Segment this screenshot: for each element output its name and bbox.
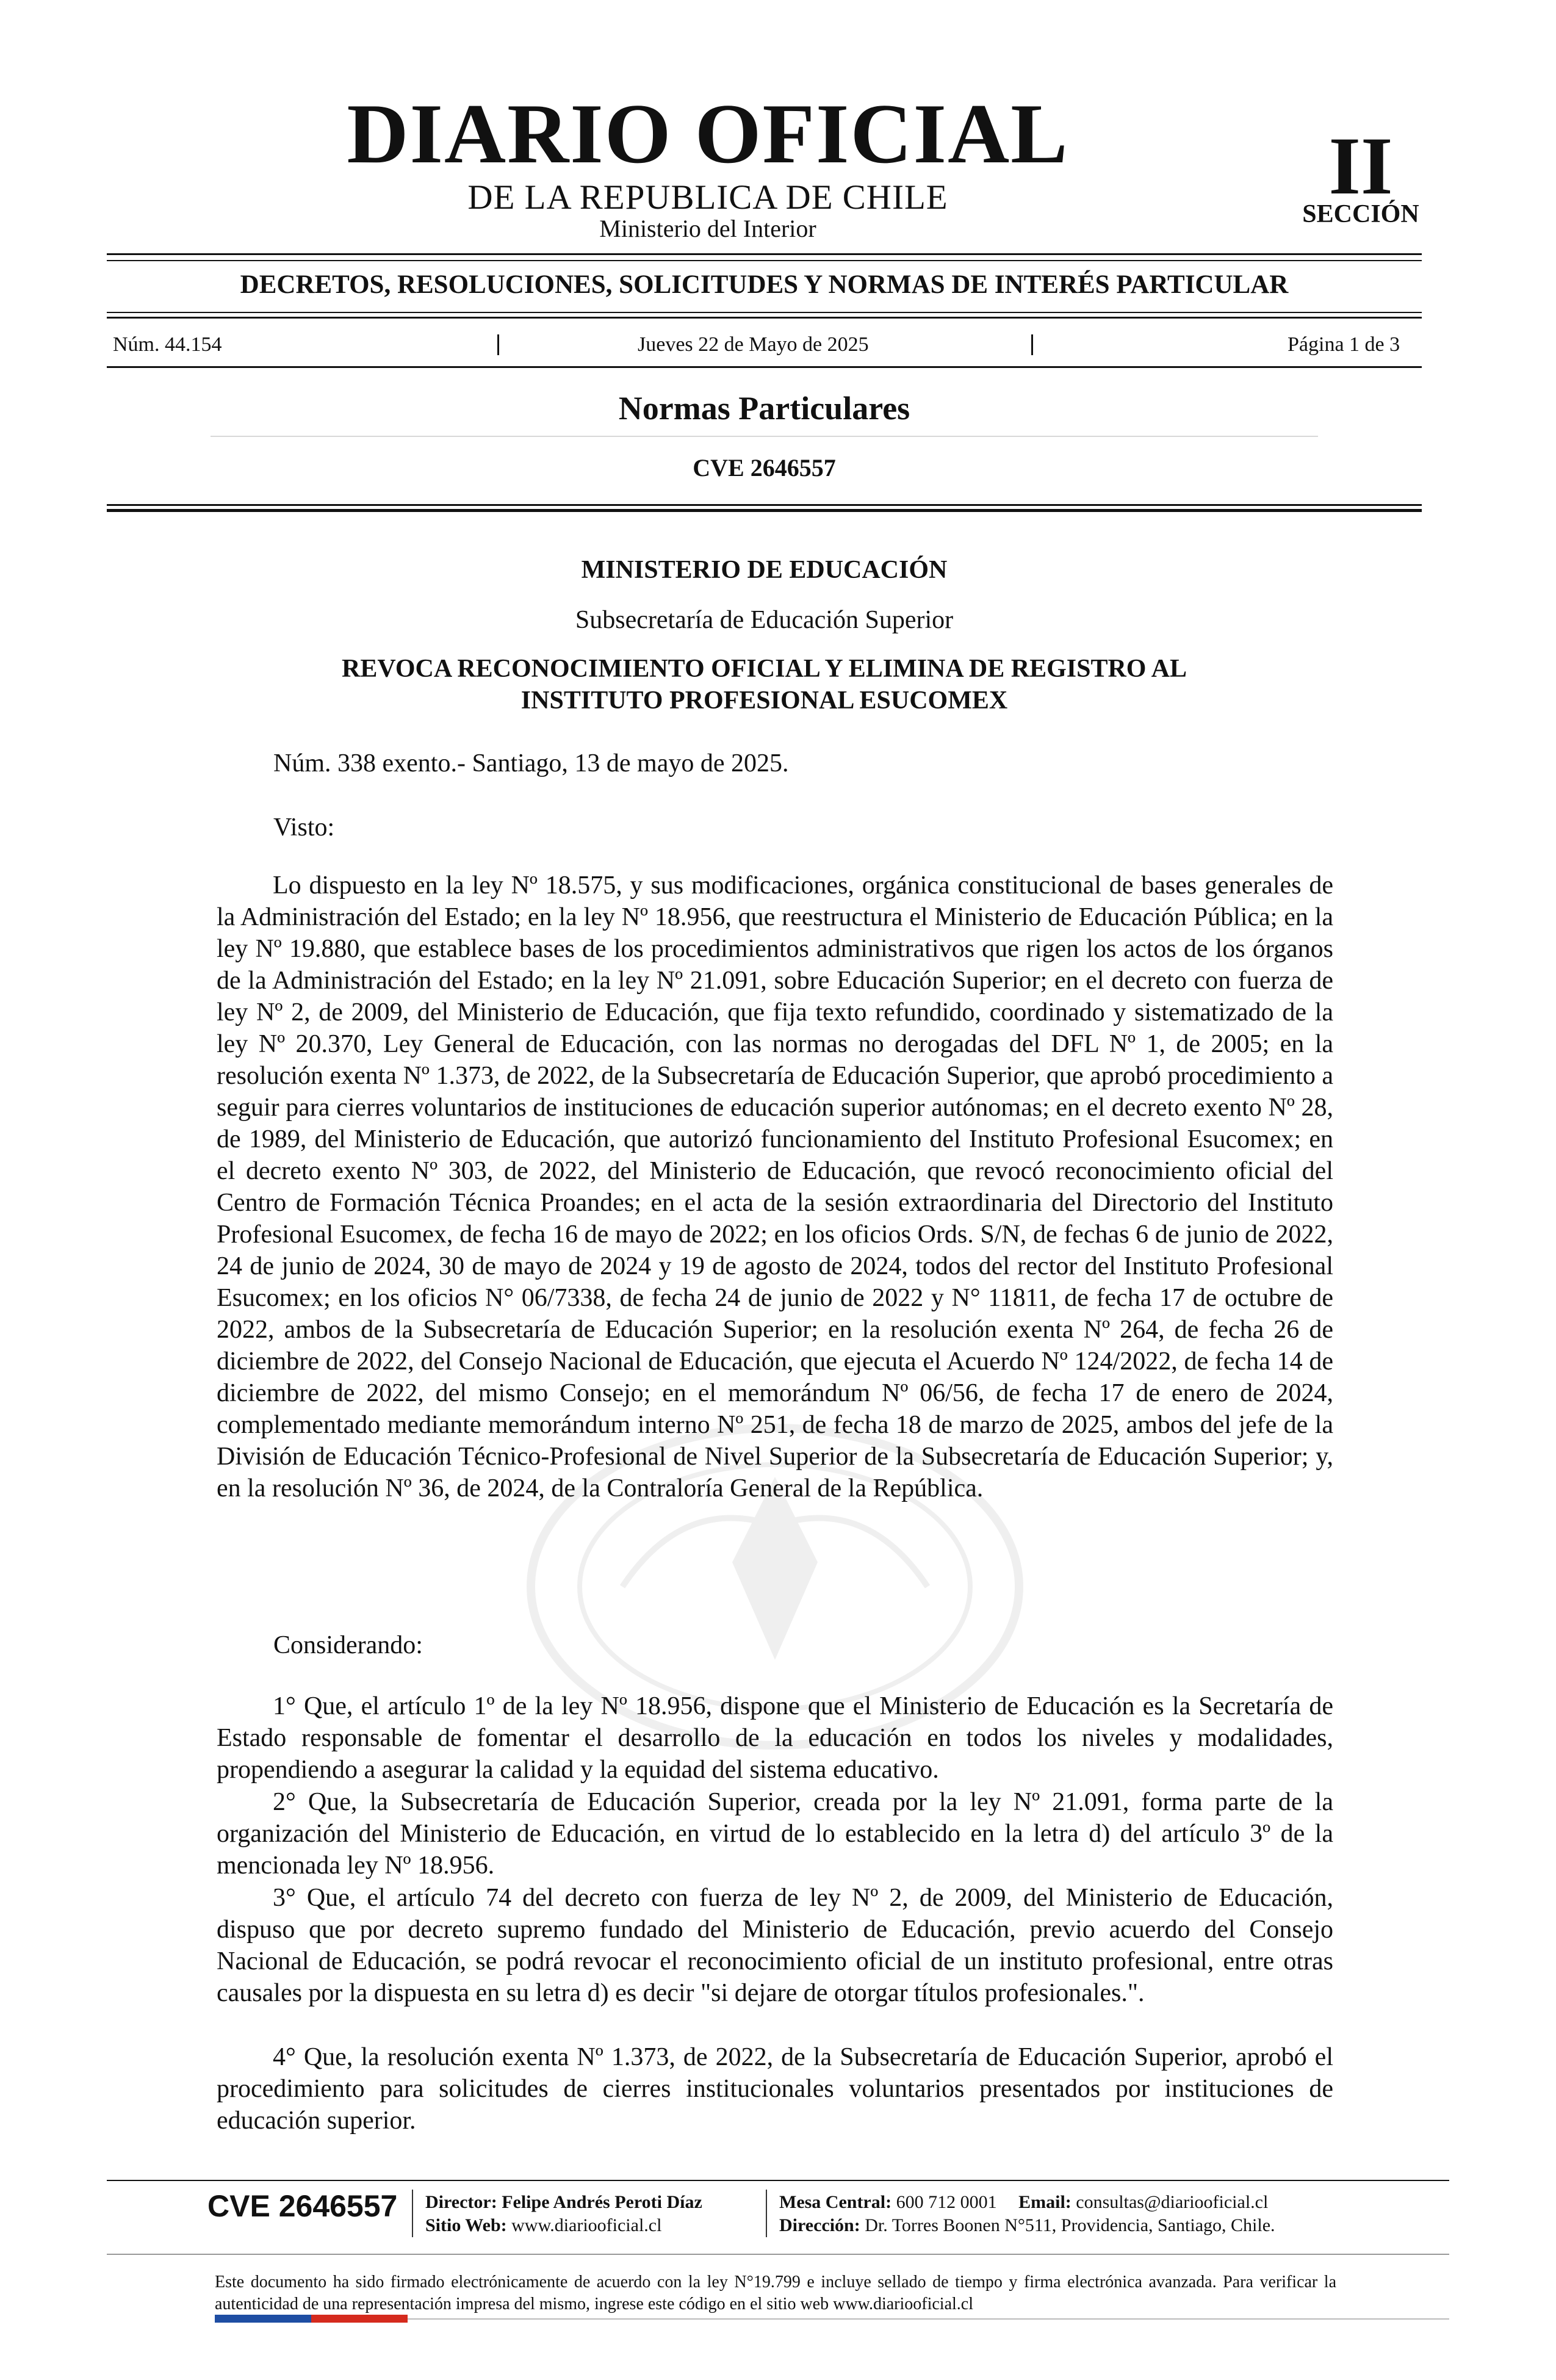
footer-divider bbox=[412, 2190, 413, 2237]
footer-address bbox=[779, 2214, 1275, 2237]
page-indicator: Página 1 de 3 bbox=[1288, 333, 1400, 356]
document-title-line1: REVOCA RECONOCIMIENTO OFICIAL Y ELIMINA DE REGISTRO AL bbox=[341, 655, 1187, 683]
considerando-3: 3° Que, el artículo 74 del decreto con fuerza de ley Nº 2, de 2009, del Ministerio de Educación, dispuso que por decreto supremo fundado del Ministerio de Educación, previo acuerdo del Consejo Nacional de Educación, se podrá revocar el reconocimiento oficial de un instituto profesional, entre otras causales por la dispuesta en su letra d) es decir "si dejare de otorgar títulos profesionales.". bbox=[217, 1884, 1333, 2007]
masthead-rule-top-thin bbox=[107, 260, 1422, 261]
footer-rule bbox=[107, 2180, 1449, 2181]
phone-value: 600 712 0001 bbox=[896, 2192, 997, 2212]
section-label: SECCIÓN bbox=[1302, 200, 1419, 228]
section-number: II bbox=[1328, 121, 1393, 212]
newspaper-subtitle: DE LA REPUBLICA DE CHILE bbox=[467, 178, 948, 217]
section-title: Normas Particulares bbox=[618, 390, 910, 427]
issue-number: Núm. 44.154 bbox=[113, 333, 222, 356]
info-separator bbox=[497, 334, 499, 355]
section-banner: DECRETOS, RESOLUCIONES, SOLICITUDES Y NORMAS DE INTERÉS PARTICULAR bbox=[240, 270, 1289, 299]
banner-rule-thin bbox=[107, 312, 1422, 313]
website-link[interactable]: www.diariooficial.cl bbox=[511, 2215, 662, 2235]
director-label: Director: bbox=[425, 2192, 497, 2212]
ministry-heading: MINISTERIO DE EDUCACIÓN bbox=[581, 556, 948, 584]
newspaper-title: DIARIO OFICIAL bbox=[347, 87, 1069, 181]
footer-website bbox=[425, 2214, 661, 2237]
footer-contact bbox=[779, 2191, 1268, 2214]
banner-rule bbox=[107, 317, 1422, 319]
subsecretaria-heading: Subsecretaría de Educación Superior bbox=[575, 606, 954, 634]
director-name: Felipe Andrés Peroti Díaz bbox=[502, 2192, 702, 2212]
considerando-2: 2° Que, la Subsecretaría de Educación Superior, creada por la ley Nº 21.091, forma parte de la organización del Ministerio de Educación, en virtud de lo establecido en la letra d) del artículo 3º de la mencionada ley Nº 18.956. bbox=[217, 1788, 1333, 1880]
visto-label: Visto: bbox=[273, 813, 335, 842]
email-label: Email: bbox=[1018, 2192, 1072, 2212]
section-divider bbox=[211, 436, 1318, 437]
address-label: Dirección: bbox=[779, 2215, 860, 2235]
document-title-line2: INSTITUTO PROFESIONAL ESUCOMEX bbox=[520, 687, 1008, 715]
footer-rule-thin bbox=[107, 2254, 1449, 2255]
header-rule-thick bbox=[107, 509, 1422, 512]
header-rule bbox=[107, 504, 1422, 506]
address-value: Dr. Torres Boonen N°511, Providencia, Santiago, Chile. bbox=[865, 2215, 1275, 2235]
email-link[interactable]: consultas@diariooficial.cl bbox=[1076, 2192, 1269, 2212]
considerando-label: Considerando: bbox=[273, 1631, 423, 1659]
ministry-label: Ministerio del Interior bbox=[599, 215, 816, 242]
footer-cve-code: CVE 2646557 bbox=[207, 2189, 398, 2223]
info-rule bbox=[107, 366, 1422, 368]
website-label: Sitio Web: bbox=[425, 2215, 507, 2235]
cve-code: CVE 2646557 bbox=[693, 454, 836, 481]
considerando-4: 4° Que, la resolución exenta Nº 1.373, de 2022, de la Subsecretaría de Educación Superior, aprobó el procedimiento para solicitudes de cierres institucionales voluntarios presentados por instituciones de educación superior. bbox=[217, 2043, 1333, 2135]
issue-date: Jueves 22 de Mayo de 2025 bbox=[638, 333, 869, 356]
signature-note: Este documento ha sido firmado electrónicamente de acuerdo con la ley N°19.799 e incluye sellado de tiempo y firma electrónica avanzada. Para verificar la autenticidad de una representación impresa del mismo, ingrese este código en el sitio web www.diariooficial.cl bbox=[215, 2273, 1336, 2313]
visto-paragraph: Lo dispuesto en la ley Nº 18.575, y sus modificaciones, orgánica constitucional de bases generales de la Administración del Estado; en la ley Nº 18.956, que reestructura el Ministerio de Educación Pública; en la ley Nº 19.880, que establece bases de los procedimientos administrativos que rigen los actos de los órganos de la Administración del Estado; en la ley Nº 21.091, sobre Educación Superior; en el decreto con fuerza de ley Nº 2, de 2009, del Ministerio de Educación, que fija texto refundido, coordinado y sistematizado de la ley Nº 20.370, Ley General de Educación, con las normas no derogadas del DFL Nº 1, de 2005; en la resolución exenta Nº 1.373, de 2022, de la Subsecretaría de Educación Superior, que aprobó procedimiento a seguir para cierres voluntarios de instituciones de educación superior autónomas; en el decreto exento Nº 28, de 1989, del Ministerio de Educación, que autorizó funcionamiento del Instituto Profesional Esucomex; en el decreto exento Nº 303, de 2022, del Ministerio de Educación, que revocó reconocimiento oficial del Centro de Formación Técnica Proandes; en el acta de la sesión extraordinaria del Directorio del Instituto Profesional Esucomex, de fecha 16 de mayo de 2022; en los oficios Ords. S/N, de fechas 6 de junio de 2022, 24 de junio de 2024, 30 de mayo de 2024 y 19 de agosto de 2024, todos del rector del Instituto Profesional Esucomex; en los oficios N° 06/7338, de fecha 24 de junio de 2022 y N° 11811, de fecha 17 de octubre de 2022, ambos de la Subsecretaría de Educación Superior; en la resolución exenta Nº 264, de fecha 26 de diciembre de 2022, del Consejo Nacional de Educación, que ejecuta el Acuerdo Nº 124/2022, de fecha 14 de diciembre de 2022, del mismo Consejo; en el memorándum Nº 06/56, de fecha 17 de enero de 2024, complementado mediante memorándum interno Nº 251, de fecha 18 de marzo de 2025, ambos del jefe de la División de Educación Técnico-Profesional de Nivel Superior de la Subsecretaría de Educación Superior; y, en la resolución Nº 36, de 2024, de la Contraloría General de la República. bbox=[217, 871, 1333, 1502]
flag-stripe-red bbox=[311, 2315, 408, 2323]
footer-bottom-rule bbox=[408, 2318, 1449, 2320]
flag-stripe-blue bbox=[215, 2315, 311, 2323]
footer-director bbox=[425, 2191, 702, 2214]
info-separator bbox=[1031, 334, 1033, 355]
considerando-1: 1° Que, el artículo 1º de la ley Nº 18.956, dispone que el Ministerio de Educación es la Secretaría de Estado responsable de fomentar el desarrollo de la educación en todos los niveles y modalidades, propendiendo a asegurar la calidad y la equidad del sistema educativo. bbox=[217, 1692, 1333, 1784]
phone-label: Mesa Central: bbox=[779, 2192, 892, 2212]
footer-divider bbox=[766, 2190, 767, 2237]
masthead-rule-top bbox=[107, 253, 1422, 255]
decree-number-line: Núm. 338 exento.- Santiago, 13 de mayo de 2025. bbox=[273, 749, 789, 777]
